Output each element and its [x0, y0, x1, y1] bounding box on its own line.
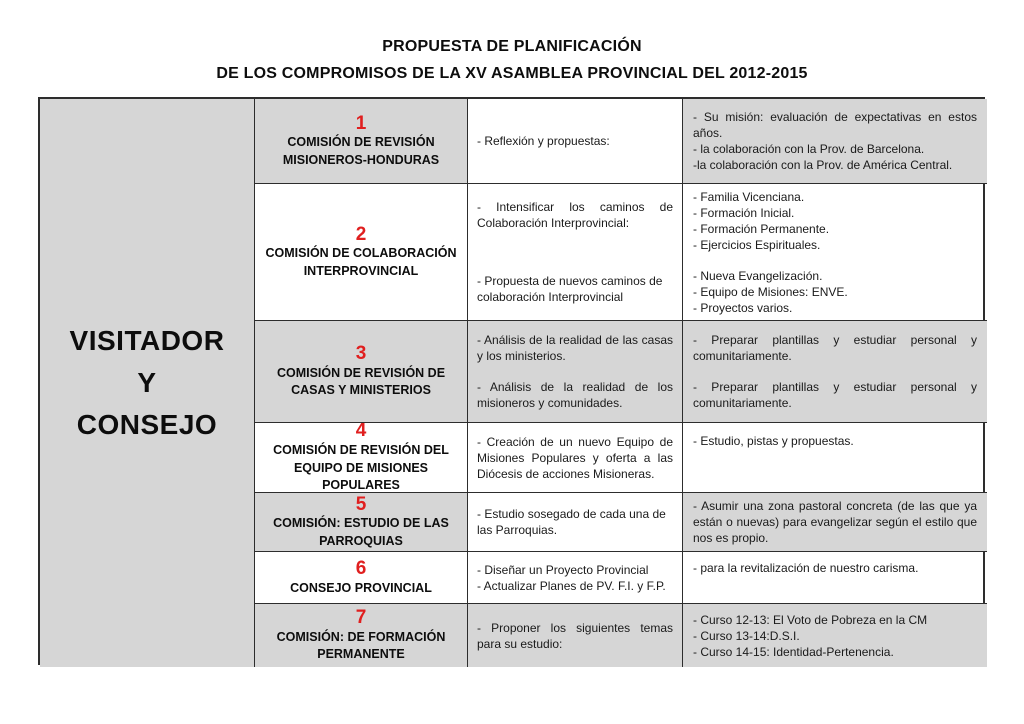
- detail-item: - Estudio, pistas y propuestas.: [693, 434, 854, 448]
- commission-number: 5: [355, 493, 367, 515]
- commission-number: 2: [355, 223, 367, 245]
- page-title: [0, 0, 1024, 87]
- detail-item: - Su misión: evaluación de expectativas en estos años.: [693, 110, 977, 140]
- actions-cell-7: [468, 604, 683, 667]
- detail-item: - la colaboración con la Prov. de Barcelona.: [693, 142, 925, 156]
- action-item: - Actualizar Planes de PV. F.I. y F.P.: [477, 578, 666, 593]
- details-cell-7: [683, 604, 987, 667]
- details-cell-5: [683, 493, 987, 552]
- actions-cell-6: [468, 552, 683, 604]
- left-header-line: VISITADOR: [69, 325, 225, 356]
- commission-name-cell-5: [255, 493, 468, 552]
- page-title-line-2: DE LOS COMPROMISOS DE LA XV ASAMBLEA PROVINCIAL DEL 2012-2015: [216, 65, 808, 82]
- detail-item: - Curso 14-15: Identidad-Pertenencia.: [693, 644, 894, 659]
- action-item: - Intensificar los caminos de Colaboración Interprovincial:: [477, 200, 673, 230]
- detail-item: - Preparar plantillas y estudiar personal y comunitariamente.: [693, 333, 977, 363]
- action-item: - Diseñar un Proyecto Provincial: [477, 562, 649, 577]
- commission-name-cell-2: [255, 184, 468, 321]
- detail-item: -la colaboración con la Prov. de América Central.: [693, 158, 953, 172]
- detail-item: - Curso 12-13: El Voto de Pobreza en la CM: [693, 612, 928, 627]
- detail-item: - Familia Vicenciana.: [693, 189, 805, 204]
- commission-name-cell-3: [255, 321, 468, 423]
- details-cell-2: [683, 184, 987, 321]
- action-item: - Propuesta de nuevos caminos de colaboración Interprovincial: [477, 274, 663, 304]
- action-item: - Proponer los siguientes temas para su estudio:: [477, 620, 673, 651]
- action-item: - Estudio sosegado de cada una de las Parroquias.: [477, 507, 666, 537]
- action-item: - Reflexión y propuestas:: [477, 134, 610, 148]
- commission-name-cell-6: [255, 552, 468, 604]
- detail-item: - Nueva Evangelización.: [693, 268, 823, 283]
- detail-item: - Asumir una zona pastoral concreta (de las que ya están o nuevas) para evangelizar según el estilo que nos es propio.: [693, 499, 977, 545]
- detail-item: - Curso 13-14:D.S.I.: [693, 628, 800, 643]
- left-header-line: CONSEJO: [76, 409, 218, 440]
- detail-item: - Preparar plantillas y estudiar personal y comunitariamente.: [693, 380, 977, 410]
- commission-name-cell-1: [255, 99, 468, 184]
- commission-name: COMISIÓN: DE FORMACIÓN PERMANENTE: [276, 629, 446, 662]
- details-cell-3: [683, 321, 987, 423]
- commission-name: COMISIÓN DE REVISIÓN DEL EQUIPO DE MISIONES POPULARES: [273, 443, 449, 493]
- detail-item: - Formación Inicial.: [693, 205, 795, 220]
- left-header-line: Y: [137, 367, 157, 398]
- commission-name: COMISIÓN DE COLABORACIÓN INTERPROVINCIAL: [265, 246, 457, 278]
- commission-name: COMISIÓN DE REVISIÓN DE CASAS Y MINISTERIOS: [276, 365, 446, 398]
- planning-table: [38, 97, 985, 665]
- commission-number: 4: [355, 423, 367, 442]
- actions-cell-5: [468, 493, 683, 552]
- detail-item: - Ejercicios Espirituales.: [693, 237, 821, 252]
- details-cell-4: [683, 423, 987, 493]
- page-title-line-1: PROPUESTA DE PLANIFICACIÓN: [382, 38, 642, 55]
- detail-item: - para la revitalización de nuestro carisma.: [693, 561, 919, 575]
- action-item: - Creación de un nuevo Equipo de Misiones Populares y oferta a las Diócesis de acciones Misioneras.: [477, 434, 673, 481]
- commission-name: COMISIÓN DE REVISIÓN MISIONEROS-HONDURAS: [282, 135, 440, 167]
- actions-cell-2: [468, 184, 683, 321]
- actions-cell-4: [468, 423, 683, 493]
- detail-item: - Formación Permanente.: [693, 221, 830, 236]
- commission-number: 3: [355, 343, 367, 365]
- commission-number: 1: [355, 112, 367, 134]
- details-cell-1: [683, 99, 987, 184]
- commission-name: CONSEJO PROVINCIAL: [290, 580, 432, 595]
- action-item: - Análisis de la realidad de los misioneros y comunidades.: [477, 380, 673, 410]
- detail-item: - Proyectos varios.: [693, 300, 793, 315]
- action-item: - Análisis de la realidad de las casas y los ministerios.: [477, 333, 673, 363]
- actions-cell-3: [468, 321, 683, 423]
- left-header-cell: [40, 99, 255, 667]
- commission-name: COMISIÓN: ESTUDIO DE LAS PARROQUIAS: [273, 516, 449, 548]
- details-cell-6: [683, 552, 987, 604]
- commission-name-cell-7: [255, 604, 468, 667]
- detail-item: - Equipo de Misiones: ENVE.: [693, 284, 848, 299]
- commission-number: 6: [355, 557, 367, 579]
- commission-number: 7: [355, 607, 367, 629]
- commission-name-cell-4: [255, 423, 468, 493]
- actions-cell-1: [468, 99, 683, 184]
